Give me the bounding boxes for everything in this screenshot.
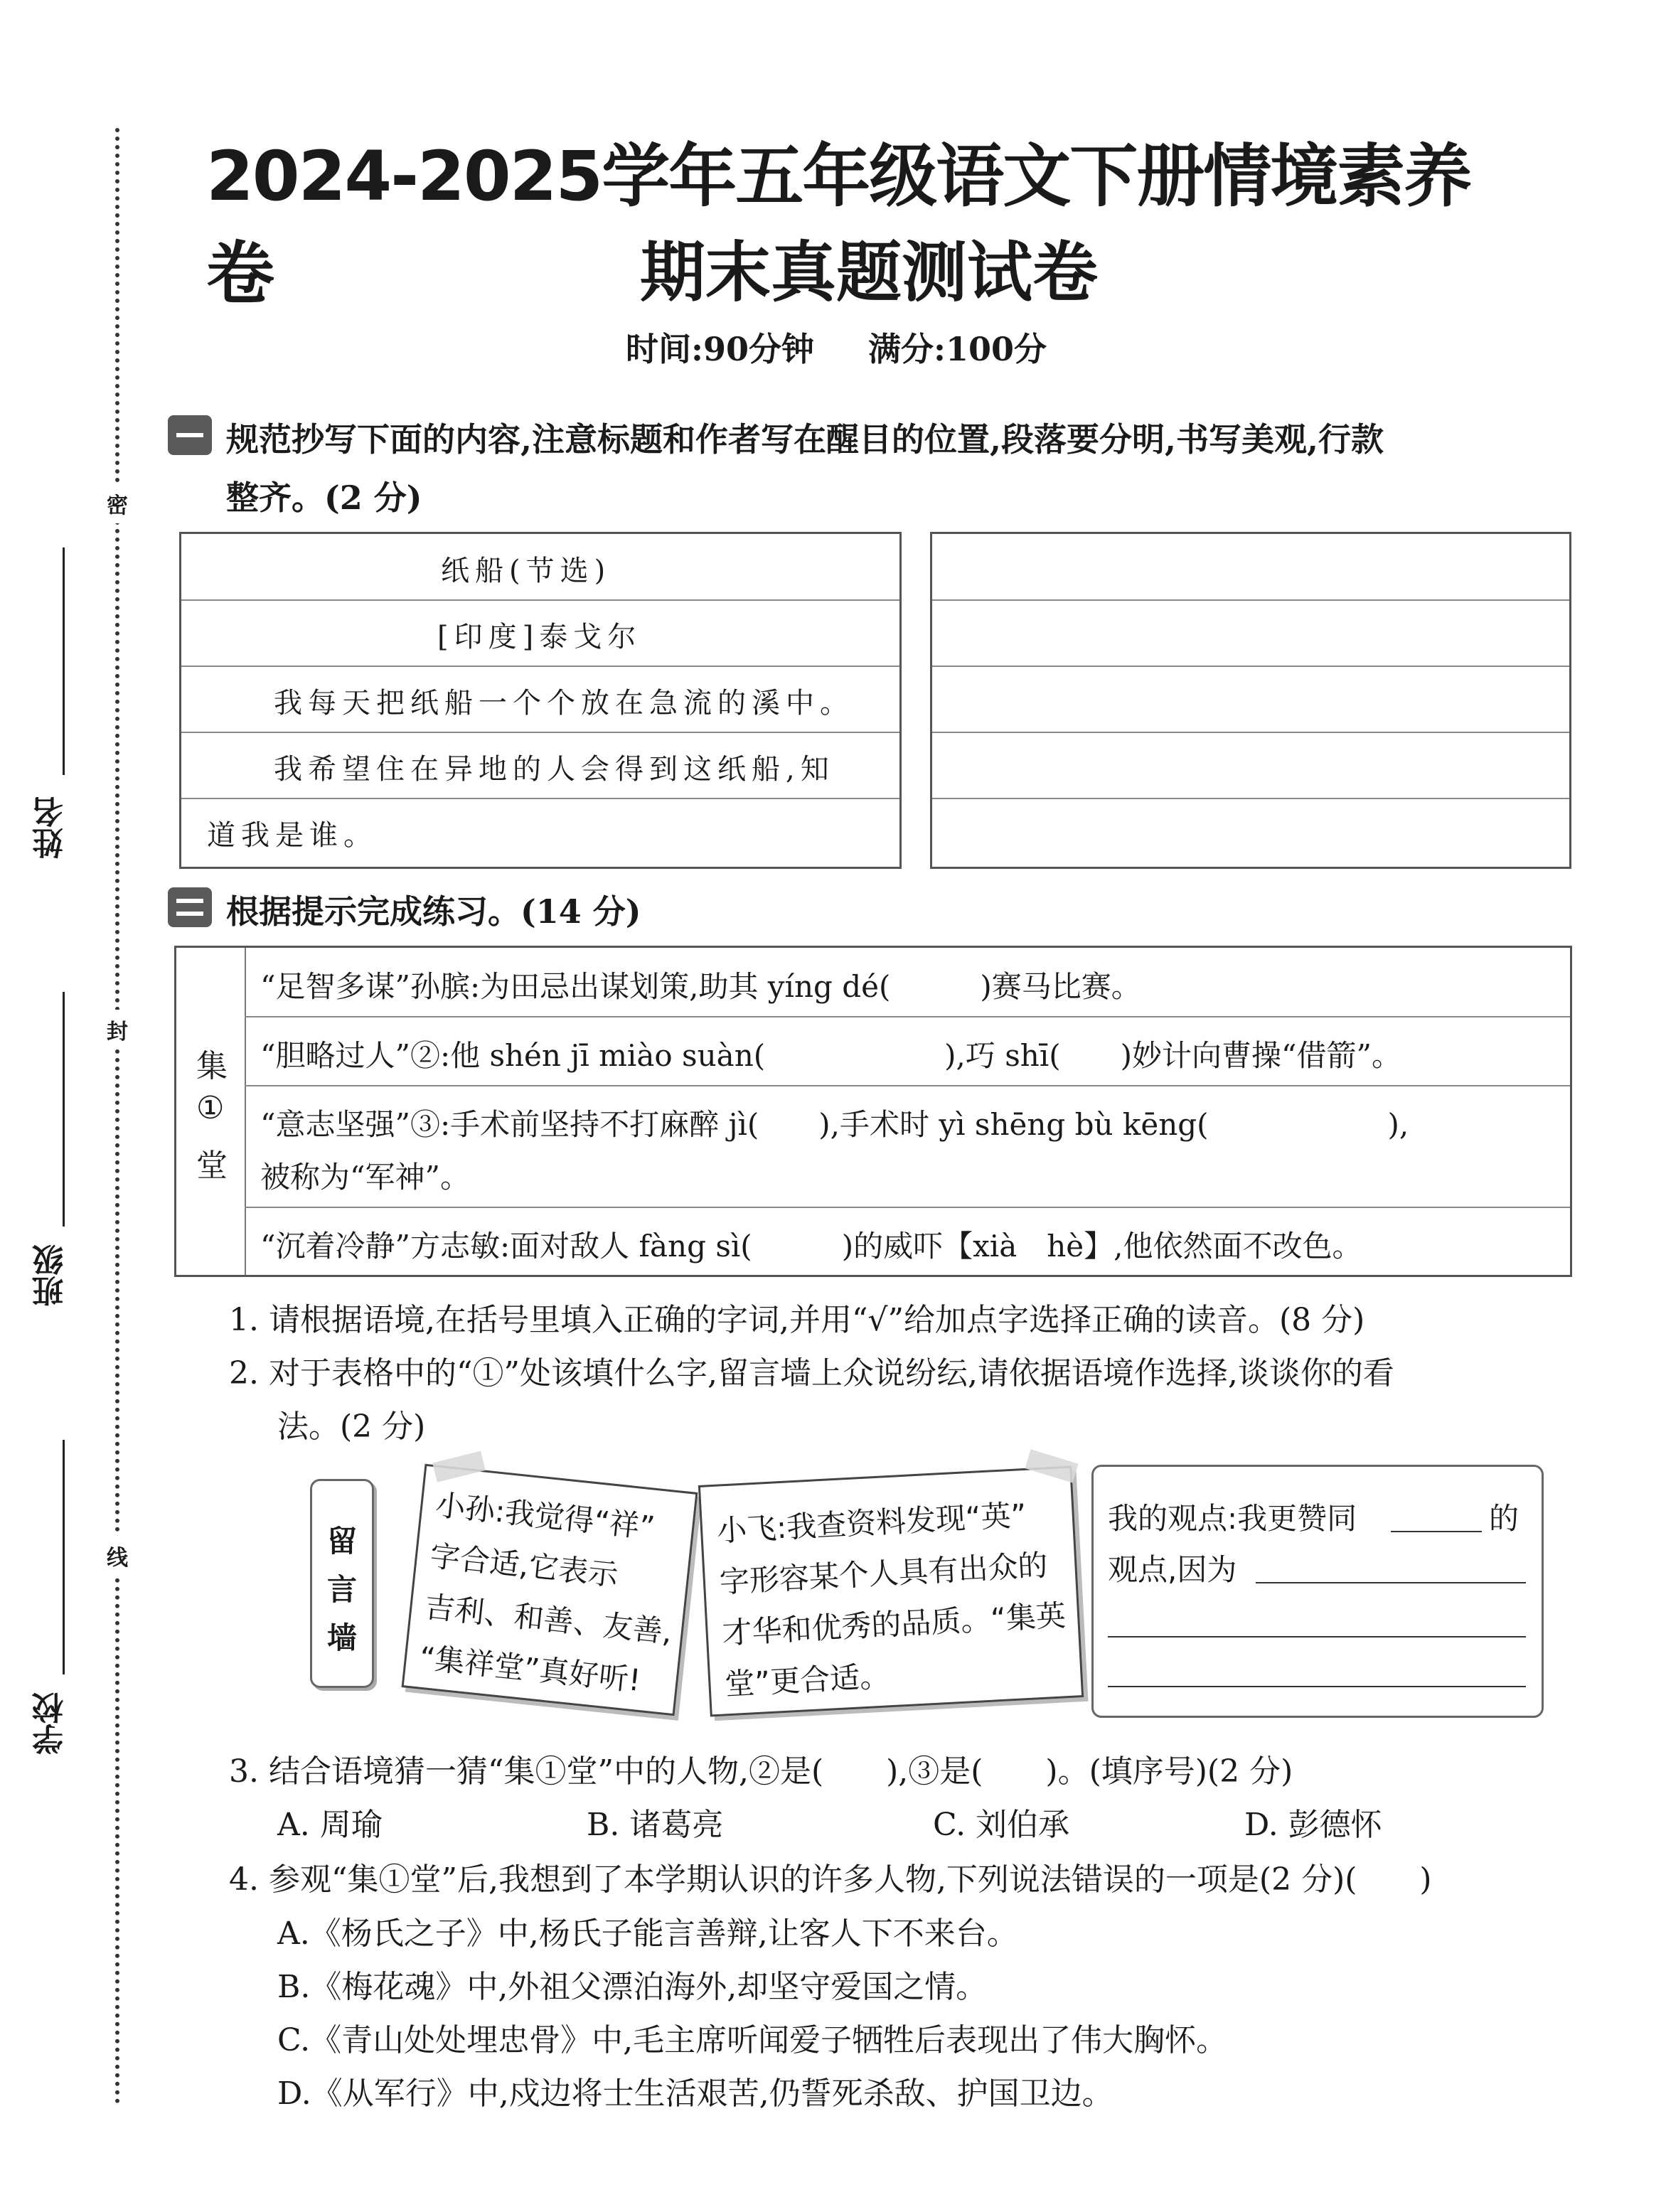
- answer-row[interactable]: [932, 600, 1569, 667]
- answer-row[interactable]: [932, 534, 1569, 601]
- score-info: 满分:100分: [868, 330, 1047, 368]
- seal-char-feng: 封: [107, 1010, 128, 1049]
- page-title: 2024-2025学年五年级语文下册情境素养卷: [206, 137, 1471, 314]
- opinion-reason-blank[interactable]: [1256, 1582, 1526, 1583]
- seal-char-mi: 密: [107, 483, 128, 523]
- binding-dotted-line: [115, 128, 119, 2105]
- opinion-choice-blank[interactable]: [1391, 1531, 1482, 1532]
- q3-option-d[interactable]: D. 彭德怀: [1244, 1807, 1382, 1843]
- class-field[interactable]: [63, 992, 65, 1227]
- seal-char-xian: 线: [107, 1536, 128, 1576]
- section-2-badge: [168, 887, 212, 927]
- note-xiaofei: 小飞:我查资料发现“英” 字形容某个人具有出众的 才华和优秀的品质。“集英 堂”更合适。: [698, 1465, 1084, 1716]
- name-field[interactable]: [63, 547, 65, 775]
- q3-option-b[interactable]: B. 诸葛亮: [587, 1807, 724, 1843]
- q4-option-d[interactable]: D.《从军行》中,戍边将士生活艰苦,仍誓死杀敌、护国卫边。: [277, 2075, 1113, 2112]
- hall-char-blank[interactable]: ①: [196, 1090, 225, 1126]
- copy-line-3: 道我是谁。: [207, 819, 378, 852]
- q4-option-a[interactable]: A.《杨氏之子》中,杨氏子能言善辩,让客人下不来台。: [277, 1916, 1018, 1952]
- question-2: 2. 对于表格中的“①”处该填什么字,留言墙上众说纷纭,请依据语境作选择,谈谈你的看: [229, 1355, 1394, 1391]
- copy-line-2: 我希望住在异地的人会得到这纸船,知: [274, 753, 835, 786]
- hall-table: [174, 946, 1572, 1277]
- opinion-reason-line[interactable]: [1108, 1686, 1526, 1687]
- table-row: “意志坚强”③:手术前坚持不打麻醉 jì( ),手术时 yì shēng bù kēng( ), 被称为“军神”。: [245, 1086, 1570, 1208]
- name-label: 姓名: [33, 796, 69, 859]
- question-1: 1. 请根据语境,在括号里填入正确的字词,并用“√”给加点字选择正确的读音。(8 分): [229, 1302, 1365, 1338]
- answer-row[interactable]: [932, 732, 1569, 799]
- section-2-instruction: 根据提示完成练习。(14 分): [226, 892, 641, 931]
- copy-line-author: [印度]泰戈尔: [437, 621, 642, 653]
- q4-option-b[interactable]: B.《梅花魂》中,外祖父漂泊海外,却坚守爱国之情。: [277, 1969, 988, 2005]
- question-3: 3. 结合语境猜一猜“集①堂”中的人物,②是( ),③是( )。(填序号)(2 分): [229, 1753, 1293, 1790]
- section-1-instruction-cont: 整齐。(2 分): [226, 479, 422, 517]
- q3-option-c[interactable]: C. 刘伯承: [933, 1807, 1070, 1843]
- q4-option-c[interactable]: C.《青山处处埋忠骨》中,毛主席听闻爱子牺牲后表现出了伟大胸怀。: [277, 2022, 1228, 2058]
- section-1-instruction: 规范抄写下面的内容,注意标题和作者写在醒目的位置,段落要分明,书写美观,行款: [226, 420, 1384, 459]
- table-row: “胆略过人”②:他 shén jī miào suàn( ),巧 shī( )妙计向曹操“借箭”。: [245, 1017, 1570, 1086]
- school-field[interactable]: [63, 1440, 65, 1674]
- exam-info: [626, 324, 1047, 370]
- table-row: “足智多谋”孙膑:为田忌出谋划策,助其 yíng dé( )赛马比赛。: [245, 948, 1570, 1017]
- note-xiaosun: 小孙:我觉得“祥” 字合适,它表示 吉利、和善、友善, “集祥堂”真好听!: [402, 1464, 698, 1716]
- hall-char-ji: 集: [196, 1048, 228, 1084]
- page-subtitle: 期末真题测试卷: [640, 235, 1099, 311]
- opinion-reason-line[interactable]: [1108, 1636, 1526, 1637]
- q3-option-a[interactable]: A. 周瑜: [277, 1807, 383, 1843]
- school-label: 学校: [33, 1692, 69, 1755]
- answer-row[interactable]: [932, 798, 1569, 864]
- question-4: 4. 参观“集①堂”后,我想到了本学期认识的许多人物,下列说法错误的一项是(2 分)( ): [229, 1861, 1432, 1898]
- table-row: “沉着冷静”方志敏:面对敌人 fàng sì( )的威吓【xià hè】,他依然面不改色。: [260, 1229, 1362, 1263]
- copy-answer-grid[interactable]: [930, 532, 1571, 869]
- copy-line-1: 我每天把纸船一个个放在急流的溪中。: [274, 687, 854, 720]
- section-1-badge: [168, 415, 212, 455]
- hall-name-column: [176, 948, 246, 1275]
- time-info: 时间:90分钟: [626, 330, 814, 368]
- class-label: 班级: [33, 1244, 69, 1307]
- answer-row[interactable]: [932, 666, 1569, 733]
- copy-source-grid: [179, 532, 902, 869]
- my-opinion-box: 我的观点:我更赞同 的 观点,因为: [1091, 1465, 1544, 1718]
- copy-line-title: 纸船(节选): [441, 555, 611, 587]
- question-2-cont: 法。(2 分): [277, 1409, 426, 1445]
- message-wall-tag: 留 言 墙: [310, 1479, 374, 1688]
- hall-char-tang: 堂: [196, 1148, 228, 1184]
